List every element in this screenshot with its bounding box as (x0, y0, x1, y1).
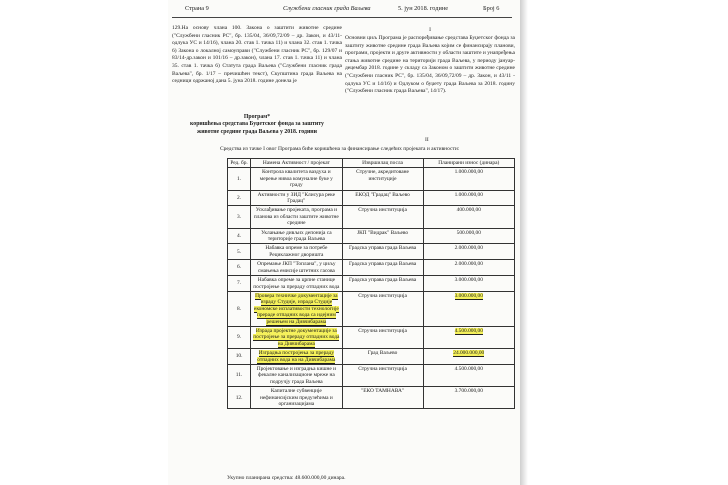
row-executor (342, 276, 423, 292)
row-amount (423, 349, 514, 365)
row-name-text: Пројектовање и изградња кишне и фекалне канализационе мреже на подручју града Ваљева (256, 365, 336, 385)
row-executor-text: "ЕКО ТАМНАВА" (361, 388, 405, 395)
row-amount-text: 3.000.000,00 (454, 277, 483, 284)
publication-title: Службени гласник града Ваљева (283, 5, 371, 12)
table-row (228, 349, 515, 365)
row-amount-text: 500.000,00 (456, 229, 481, 236)
row-amount-text: 400.000,00 (456, 207, 481, 214)
row-executor-text: Стручна институција (358, 365, 407, 372)
header-name: Намена Активност / пројекат (251, 159, 342, 168)
row-name-text: Контрола квалитета ваздуха и мерење нивоа комуналне буке у граду (259, 169, 333, 189)
row-amount-text: 1.000.000,00 (454, 191, 483, 198)
row-num-text: 4. (237, 232, 242, 239)
preamble-column (172, 25, 342, 86)
row-amount (423, 190, 514, 206)
table-row (228, 244, 515, 260)
row-amount-text: 3.000.000,00 (454, 292, 483, 299)
intro-text: Средства из тачке I овог Програма биће коришћена за финансирање следећих пројеката и активности: (220, 146, 460, 152)
row-name-text: Активности у ЗИД "Клисура реке Градац" (257, 191, 336, 205)
row-executor (342, 190, 423, 206)
row-executor-text: Град Ваљево (367, 350, 398, 357)
row-executor (342, 260, 423, 276)
table-row (228, 364, 515, 386)
row-amount (423, 168, 514, 190)
row-amount (423, 260, 514, 276)
row-executor-text: ЕКОД "Градац" Ваљево (355, 191, 410, 198)
row-num-text: 7. (237, 280, 242, 287)
table-header-row (228, 159, 515, 168)
table-body (228, 168, 515, 409)
row-name-text: Усклађивање пројеката, програма и планова из области заштите животне средине (253, 207, 339, 227)
table-row (228, 276, 515, 292)
page-label: Страна 9 (185, 5, 209, 12)
row-amount (423, 244, 514, 260)
row-name (251, 228, 342, 244)
total-text: Укупно планирана средства: 48.600.000,00 динара. (227, 475, 346, 481)
row-name-text: Капиталне субвенције нефинансијским предузећима и организацијама (259, 388, 333, 407)
row-num (228, 206, 251, 228)
table-row (228, 190, 515, 206)
row-amount (423, 364, 514, 386)
program-title (172, 114, 342, 136)
row-amount-text: 2.000.000,00 (454, 261, 483, 268)
row-num (228, 387, 251, 409)
row-amount-text: 4.500.000,00 (454, 327, 483, 334)
row-name-text: Опремање ЈКП "Топлана", у циљу смањења емисије штетних гасова (257, 261, 336, 274)
row-executor-text: Стручна институција (358, 327, 407, 334)
row-num-text: 12. (235, 394, 243, 401)
program-table (227, 158, 515, 409)
row-num-text: 8. (237, 305, 242, 312)
row-executor-text: Градска управа града Ваљева (348, 261, 417, 268)
row-num (228, 168, 251, 190)
row-executor-text: Градска управа града Ваљева (348, 277, 417, 284)
row-num-text: 3. (237, 213, 242, 220)
row-name (251, 326, 342, 348)
table-row (228, 228, 515, 244)
row-num-text: 9. (237, 334, 242, 341)
row-num (228, 244, 251, 260)
table-row (228, 387, 515, 409)
row-num (228, 326, 251, 348)
row-executor-text: ЈКП "Видрак" Ваљево (356, 229, 409, 236)
header-rule (172, 17, 512, 18)
row-name (251, 387, 342, 409)
section-one-text: Основни циљ Програма је распоређивање средстава Буџетског фонда за заштиту животне средине града Ваљева којим се финансирају планови, програми, пројекти и друге активности у области заштите и унапређења стања животне средине на територији града Ваљева, у периоду јануар-децембар 2018. године у складу са Законом о заштити животне средине ("Службени гласник РС", бр. 135/04, 36/09,72/09 – др. Закон, и 43/11 - одлука УС и 14/16) и Одлуком о буџету града Ваљева за 2018. годину ("Службени гласник града Ваљева", 14/17). (345, 35, 515, 95)
row-num-text: 5. (237, 248, 242, 255)
row-name (251, 244, 342, 260)
row-executor (342, 349, 423, 365)
row-amount (423, 228, 514, 244)
row-amount (423, 387, 514, 409)
row-name-text: Изградња постројења за прераду отпадних вода на на Дивчибарама (257, 350, 336, 363)
row-name (251, 190, 342, 206)
row-num (228, 276, 251, 292)
row-num-text: 1. (237, 175, 242, 182)
row-num (228, 260, 251, 276)
row-executor-text: Стручна институција (358, 207, 407, 214)
issue-number: Број 6 (483, 5, 500, 12)
header-executor: Извршилац посла (342, 159, 423, 168)
row-amount-text: 1.000.000,00 (454, 169, 483, 176)
publication-date: 5. јун 2018. године (398, 5, 449, 12)
row-amount (423, 276, 514, 292)
row-executor (342, 244, 423, 260)
row-executor (342, 168, 423, 190)
row-name (251, 349, 342, 365)
row-name-text: Уклањање дивљих депонија са територије града Ваљева (261, 229, 332, 243)
row-num-text: 11. (235, 372, 243, 379)
row-name (251, 276, 342, 292)
section-one-heading: I (429, 27, 431, 33)
header-amount: Планирани износ (динара) (423, 159, 514, 168)
page-shadow (520, 0, 528, 485)
row-amount-text: 2.000.000,00 (454, 245, 483, 252)
table-row (228, 168, 515, 190)
row-num (228, 228, 251, 244)
program-title-line2: коришћења средстава Буџетског фонда за заштиту (190, 121, 324, 128)
row-executor (342, 206, 423, 228)
row-num-text: 6. (237, 264, 242, 271)
row-num (228, 291, 251, 326)
program-title-line3: животне средине града Ваљева у 2018. години (197, 128, 317, 135)
row-executor-text: Стручне, акредитоване институције (356, 169, 409, 182)
row-amount-text: 4.500.000,00 (454, 365, 483, 372)
row-executor (342, 364, 423, 386)
row-amount-text: 24.000.000,00 (453, 350, 485, 357)
header-num: Ред. бр. (228, 159, 251, 168)
row-executor-text: Стручна институција (358, 292, 407, 299)
section-two-heading: II (425, 137, 429, 143)
row-num-text: 2. (237, 194, 242, 201)
row-num (228, 349, 251, 365)
row-name (251, 291, 342, 326)
row-name (251, 168, 342, 190)
row-executor (342, 387, 423, 409)
row-executor (342, 228, 423, 244)
row-amount (423, 206, 514, 228)
row-executor (342, 291, 423, 326)
table-row (228, 260, 515, 276)
row-amount (423, 291, 514, 326)
row-amount-text: 3.700.000,00 (454, 388, 483, 395)
row-name (251, 260, 342, 276)
row-name-text: Набавка опреме за потребе Рециклажног дворишта (265, 245, 328, 258)
section-one-column (345, 35, 515, 96)
row-name (251, 206, 342, 228)
row-amount (423, 326, 514, 348)
preamble-text: 129.На основу члана 100. Закона о заштити животне средине ("Службени гласник РС", бр. 135/04, 36/09,72/09 – др. Закон, и 43/11-одлука УС и 14/16), члана 20. став 1. тачка 11) и члана 32. став 1. тачка 6) Закона о локалној самоуправи ("Службени гласник РС", бр. 129/07 и 83/14-др.закон и 101/16 – др.закон), члана 17. став 1. тачка 11) и члана 35. став 1. тачка 6) Статута града Ваљева ("Службени гласник града Ваљева", бр. 1/17 – пречишћен текст), Скупштина града Ваљева на седници одржаној дана 5. јуна 2018. године донела је (172, 25, 342, 85)
row-name-text: Израда пројектне документације за постројење за прераду отпадних вода на Дивчибарама (253, 327, 340, 347)
table-row (228, 291, 515, 326)
row-num (228, 364, 251, 386)
row-name (251, 364, 342, 386)
row-name-text: Провера техничке документације за израду Студије, израда Студије економске исплативости технологије прераде отпадних вода са идејним решењем на Дивчибарама (253, 292, 339, 325)
row-num (228, 190, 251, 206)
row-name-text: Набавка опреме за црпне станице постројење за прераду отпадних вода (253, 277, 340, 290)
table-row (228, 206, 515, 228)
table-row (228, 326, 515, 348)
program-title-line1: Програм* (243, 114, 271, 120)
row-executor-text: Градска управа града Ваљева (348, 245, 417, 252)
row-num-text: 10. (235, 353, 243, 360)
row-executor (342, 326, 423, 348)
